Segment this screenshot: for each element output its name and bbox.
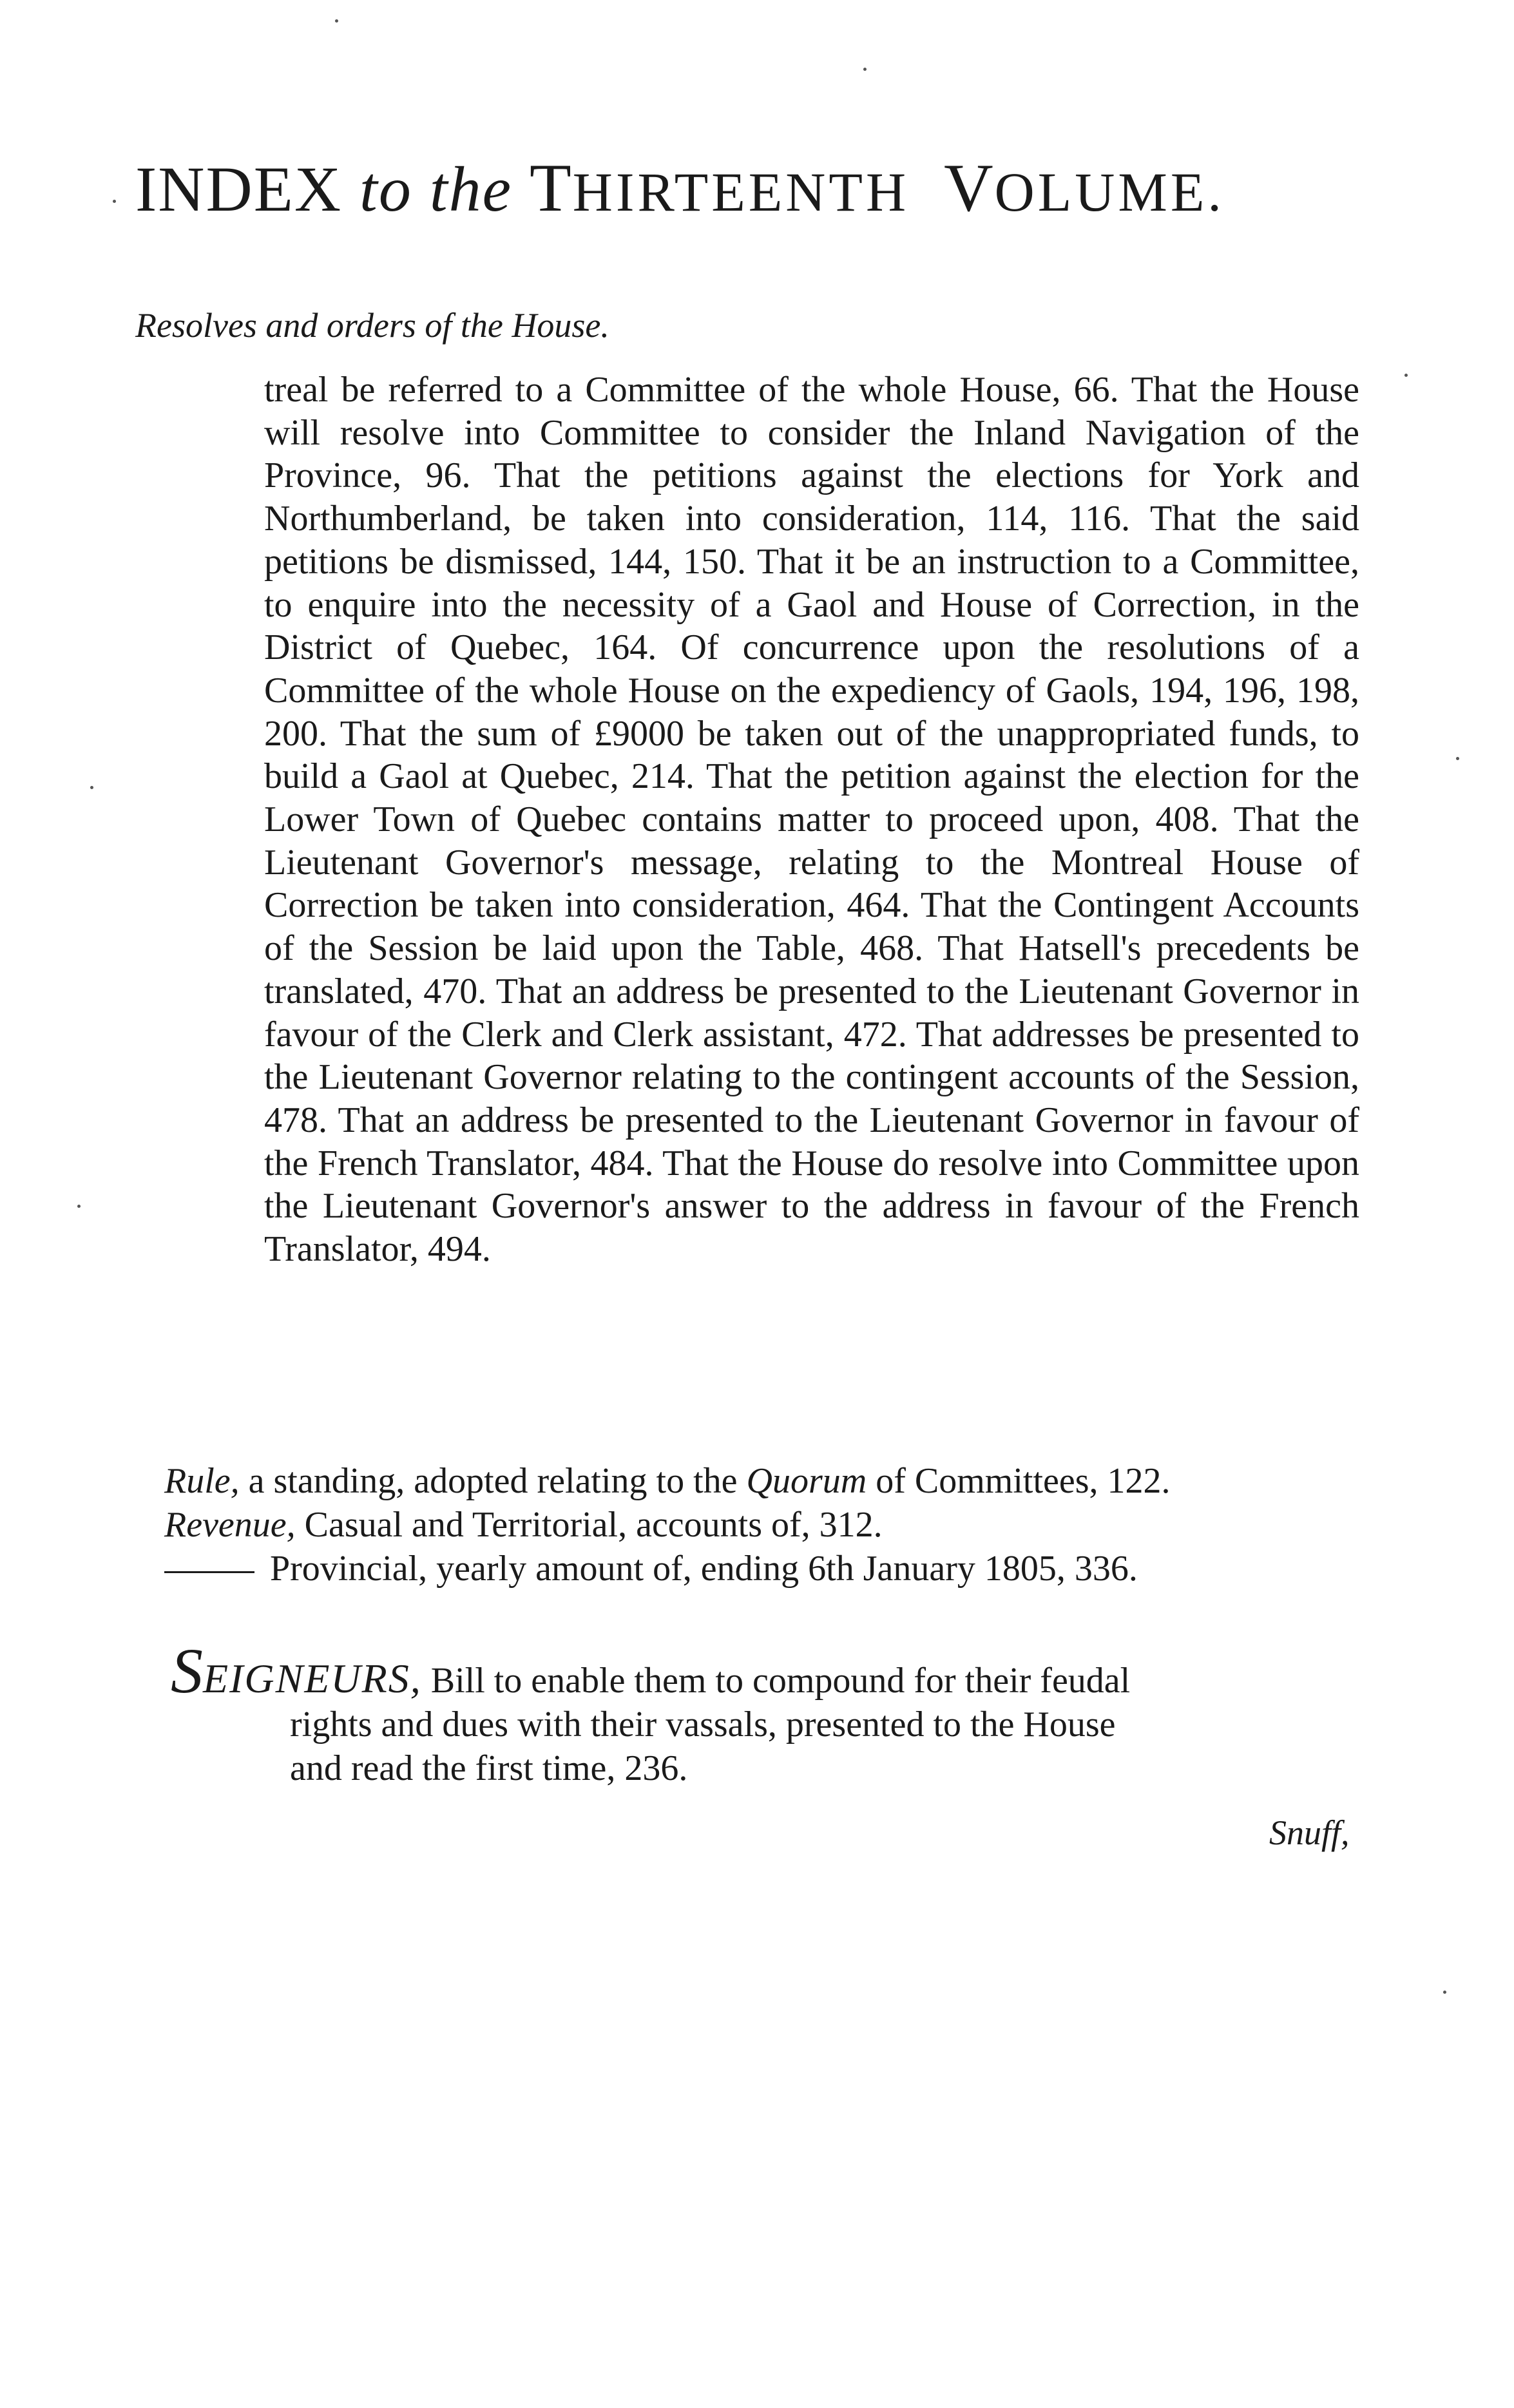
print-speck [863, 68, 867, 71]
header-volume: VOLUME. [944, 150, 1225, 225]
resolves-continuation-text: treal be referred to a Committee of the whole House, 66. That the House will resolve into Committee to consider the Inland Navigation of the Province, 96. That the petitions against the elections for York and Northumberland, be taken into consideration, 114, 116. That the said petitions be dismissed, 144, 150. That it be an instruction to a Committee, to enquire into the necessity of a Gaol and House of Correction, in the District of Quebec, 164. Of concurrence upon the resolutions of a Committee of the whole House on the expediency of Gaols, 194, 196, 198, 200. That the sum of £9000 be taken out of the unappropriated funds, to build a Gaol at Quebec, 214. That the petition against the election for the Lower Town of Quebec contains matter to proceed upon, 408. That the Lieutenant Governor's message, relating to the Montreal House of Correction be taken into consideration, 464. That the Contingent Accounts of the Session be laid upon the Table, 468. That Hatsell's precedents be translated, 470. That an address be presented to the Lieutenant Governor in favour of the Clerk and Clerk assistant, 472. That addresses be presented to the Lieutenant Governor relating to the contingent accounts of the Session, 478. That an address be presented to the Lieutenant Governor in favour of the French Translator, 484. That the House do resolve into Committee upon the Lieutenant Governor's answer to the address in favour of the French Translator, 494. [264, 370, 1359, 1270]
print-speck [77, 1205, 81, 1208]
header-the: the [429, 153, 513, 225]
index-entry-revenue: Revenue, Casual and Territorial, accounts of, 312. [164, 1505, 883, 1545]
section-running-head: Resolves and orders of the House. [135, 306, 609, 345]
header-index: INDEX [135, 153, 343, 225]
entry-keyword: Rule, [164, 1461, 240, 1501]
print-speck [90, 786, 93, 789]
index-entry-rule: Rule, a standing, adopted relating to the Quorum of Committees, 122. [164, 1461, 1171, 1501]
print-speck [1404, 374, 1408, 377]
seigneurs-heading: EIGNEURS, [203, 1656, 422, 1701]
index-entry-seigneurs: SEIGNEURS, Bill to enable them to compound for their feudal rights and dues with their vassals, presented to the House and read the first time, 236. [171, 1635, 1131, 1788]
page-header [135, 149, 1392, 231]
index-entry-revenue-provincial: Provincial, yearly amount of, ending 6th January 1805, 336. [164, 1547, 1363, 1590]
header-to: to [359, 153, 412, 225]
print-speck [335, 19, 338, 23]
entry-keyword: Revenue, [164, 1505, 296, 1545]
print-speck [113, 200, 116, 203]
seigneurs-initial: S [171, 1635, 203, 1706]
print-speck [1443, 1991, 1446, 1994]
print-speck [1456, 757, 1459, 760]
catchword: Snuff, [1269, 1813, 1350, 1852]
ditto-dash [164, 1571, 254, 1573]
header-thirteenth: THIRTEENTH [530, 150, 910, 225]
entry-italic-term: Quorum [746, 1461, 867, 1501]
